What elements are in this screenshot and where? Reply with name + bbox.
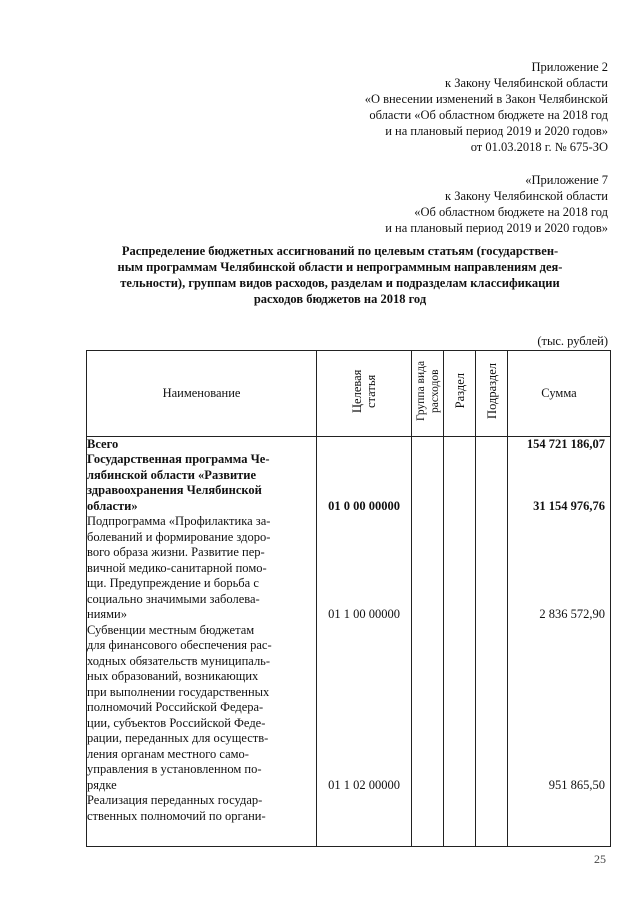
subsection-column bbox=[476, 436, 508, 846]
row-name-line: Всего bbox=[87, 436, 119, 451]
header-name: Наименование bbox=[87, 351, 317, 437]
row-name-line: ственных полномочий по органи- bbox=[87, 808, 266, 823]
header-amount: Сумма bbox=[508, 351, 611, 437]
row-name-line: Государственная программа Че- bbox=[87, 452, 270, 466]
budget-table bbox=[86, 350, 611, 847]
row-name-line: вичной медико-санитарной помо- bbox=[87, 560, 267, 575]
row-name-line: вого образа жизни. Развитие пер- bbox=[87, 545, 265, 559]
header-section: Раздел bbox=[444, 351, 476, 437]
row-name-line: ных образований, возникающих bbox=[87, 669, 259, 683]
row-amount: 951 865,50 bbox=[548, 777, 605, 792]
page-number: 25 bbox=[594, 852, 606, 866]
row-name-line: управления в установленном по- bbox=[87, 762, 262, 776]
header-target-article: Целевая статья bbox=[317, 351, 412, 437]
appendix-line: и на плановый период 2019 и 2020 годов» bbox=[385, 221, 608, 235]
appendix-line: Приложение 2 bbox=[531, 60, 608, 74]
expense-group-column bbox=[412, 436, 444, 846]
row-amount: 154 721 186,07 bbox=[526, 436, 605, 451]
amount-column bbox=[508, 436, 611, 846]
row-name-line: болеваний и формирование здоро- bbox=[87, 529, 271, 544]
row-target-article: 01 1 02 00000 bbox=[328, 777, 400, 792]
row-name-line: социально значимыми заболева- bbox=[87, 591, 260, 606]
row-name-line: ции, субъектов Российской Феде- bbox=[87, 715, 266, 730]
name-column bbox=[87, 436, 317, 846]
row-name-line: рации, переданных для осуществ- bbox=[87, 731, 269, 745]
row-target-article: 01 1 00 00000 bbox=[328, 607, 400, 621]
appendix-line: «Об областном бюджете на 2018 год bbox=[414, 205, 608, 219]
appendix-line: к Закону Челябинской области bbox=[445, 76, 608, 90]
units-note: (тыс. рублей) bbox=[537, 334, 608, 348]
row-name-line: ления органам местного само- bbox=[87, 746, 249, 761]
title-line: тельности), группам видов расходов, разделам и подразделам классификации bbox=[120, 276, 560, 290]
row-name-line: Реализация переданных государ- bbox=[87, 793, 263, 807]
appendix-line: от 01.03.2018 г. № 675-ЗО bbox=[470, 140, 608, 154]
title-line: Распределение бюджетных ассигнований по целевым статьям (государствен- bbox=[121, 244, 559, 258]
row-name-line: области» bbox=[87, 498, 138, 513]
row-name-line: Подпрограмма «Профилактика за- bbox=[87, 514, 271, 528]
appendix-line: «Приложение 7 bbox=[525, 173, 608, 187]
row-name-line: лябинской области «Развитие bbox=[87, 467, 257, 482]
row-name-line: рядке bbox=[87, 777, 117, 792]
row-name-line: при выполнении государственных bbox=[87, 684, 270, 699]
table-row bbox=[87, 436, 611, 846]
row-name-line: здравоохранения Челябинской bbox=[87, 483, 262, 497]
document-title bbox=[80, 243, 600, 307]
table-header-row bbox=[87, 351, 611, 437]
appendix-line: к Закону Челябинской области bbox=[445, 189, 608, 203]
row-name-line: для финансового обеспечения рас- bbox=[87, 638, 272, 652]
name-cell-content bbox=[87, 437, 316, 825]
header-subsection: Подраздел bbox=[476, 351, 508, 437]
row-name-line: ходных обязательств муниципаль- bbox=[87, 653, 271, 668]
section-column bbox=[444, 436, 476, 846]
appendix-current-header bbox=[365, 59, 608, 155]
title-line: ным программам Челябинской области и непрограммным направлениям дея- bbox=[117, 260, 563, 274]
appendix-original-header bbox=[385, 172, 608, 236]
row-amount: 2 836 572,90 bbox=[539, 607, 605, 621]
row-name-line: полномочий Российской Федера- bbox=[87, 700, 264, 714]
row-amount: 31 154 976,76 bbox=[533, 498, 605, 513]
row-target-article: 01 0 00 00000 bbox=[328, 498, 400, 513]
row-name-line: Субвенции местным бюджетам bbox=[87, 622, 255, 637]
appendix-line: области «Об областном бюджете на 2018 год bbox=[369, 108, 608, 122]
header-expense-group: Группа вида расходов bbox=[412, 351, 444, 437]
row-name-line: щи. Предупреждение и борьба с bbox=[87, 576, 259, 590]
appendix-line: «О внесении изменений в Закон Челябинской bbox=[364, 92, 608, 106]
target-article-column bbox=[317, 436, 412, 846]
title-line: расходов бюджетов на 2018 год bbox=[253, 292, 427, 306]
row-name-line: ниями» bbox=[87, 607, 127, 621]
appendix-line: и на плановый период 2019 и 2020 годов» bbox=[385, 124, 608, 138]
